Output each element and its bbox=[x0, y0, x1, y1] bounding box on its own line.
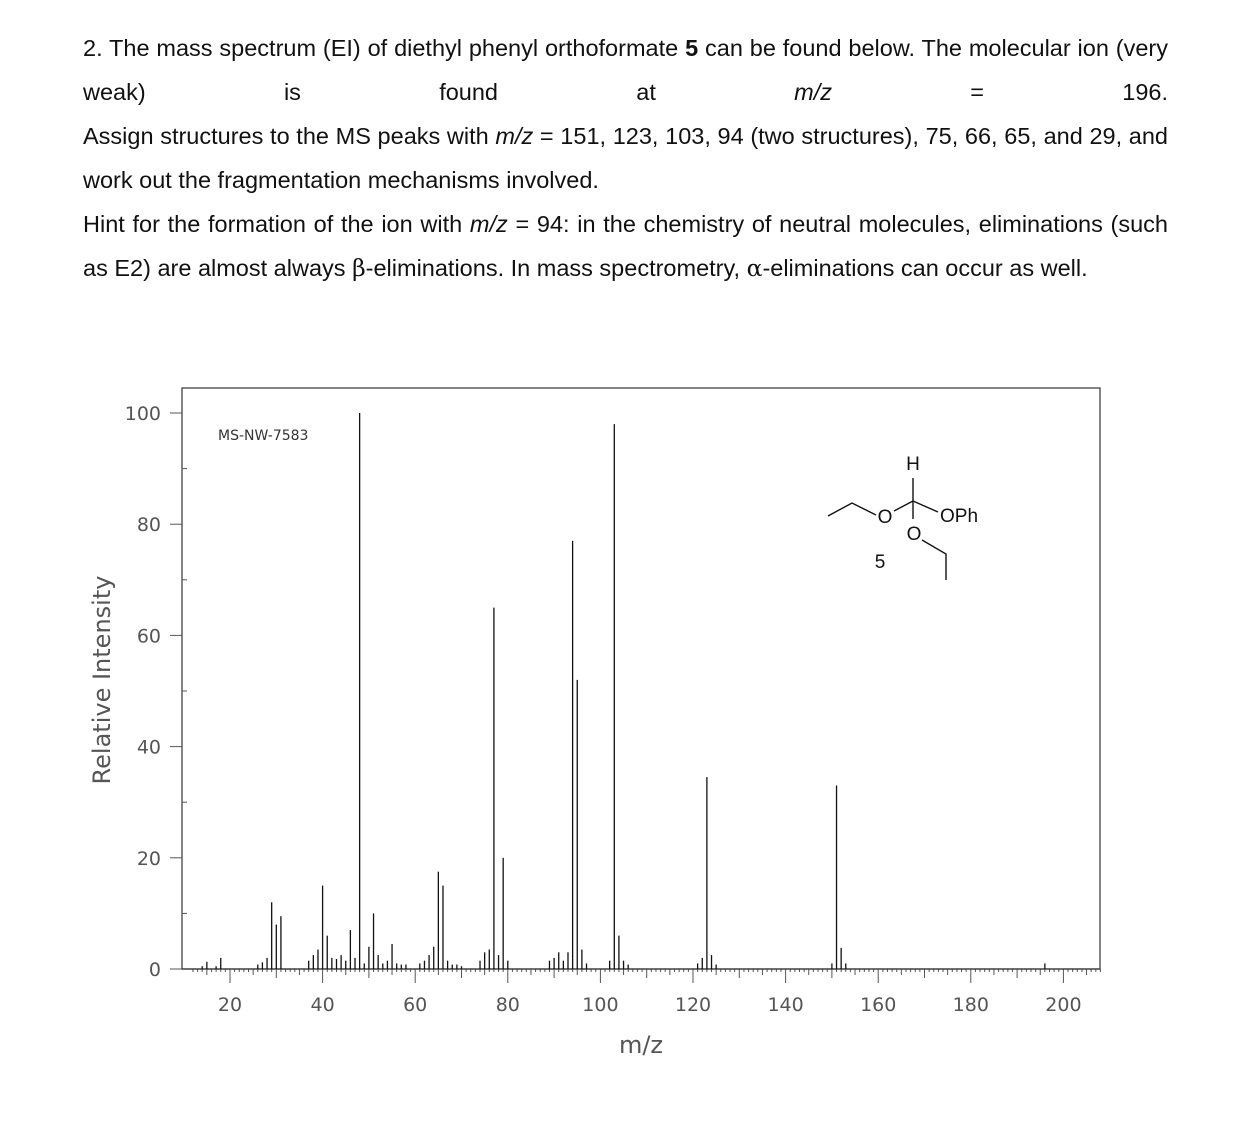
x-tick-label: 120 bbox=[674, 994, 712, 1016]
x-tick-label: 140 bbox=[767, 994, 804, 1016]
alpha-symbol: α bbox=[746, 254, 763, 282]
compound-number: 5 bbox=[685, 35, 699, 61]
chemical-structure-5 bbox=[828, 454, 978, 580]
beta-symbol: β bbox=[352, 254, 366, 282]
x-axis-title: m/z bbox=[618, 1031, 664, 1059]
x-tick-label: 40 bbox=[310, 994, 335, 1016]
question-paragraph-hint: Hint for the formation of the ion with m/z = 94: in the chemistry of neutral molecules, eliminations (such as E2) are almost always β-eliminations. In mass spectrometry, α-eliminations can occur as well. bbox=[83, 211, 1168, 282]
compound-label: 5 bbox=[874, 552, 886, 573]
x-tick-label: 20 bbox=[217, 994, 243, 1016]
y-tick-label: 20 bbox=[136, 847, 161, 870]
x-tick-label: 60 bbox=[403, 994, 428, 1016]
atom-o1: O bbox=[877, 507, 893, 528]
x-tick-label: 200 bbox=[1045, 994, 1082, 1016]
atom-o2: O bbox=[906, 524, 922, 545]
group-oph: OPh bbox=[940, 506, 979, 527]
question-paragraph-intro: 2. The mass spectrum (EI) of diethyl phenyl orthoformate 5 can be found below. The molecular ion (very weak) is found at m/z = 196. bbox=[83, 35, 1169, 105]
chart-layer bbox=[125, 388, 1101, 1016]
ethyl-bond-right bbox=[922, 540, 946, 580]
y-tick-label: 0 bbox=[148, 959, 161, 981]
y-axis-title: Relative Intensity bbox=[88, 575, 116, 785]
y-tick-label: 100 bbox=[124, 403, 161, 425]
plot-frame bbox=[182, 388, 1100, 969]
ethyl-bond-left bbox=[828, 503, 876, 516]
x-tick-label: 100 bbox=[582, 994, 619, 1016]
x-tick-label: 180 bbox=[952, 994, 989, 1016]
y-tick-label: 40 bbox=[136, 736, 161, 759]
y-tick-label: 60 bbox=[136, 625, 161, 648]
atom-h: H bbox=[906, 454, 920, 475]
bond-o1-c bbox=[894, 501, 913, 511]
bond-c-oph bbox=[913, 501, 938, 512]
x-tick-label: 160 bbox=[860, 994, 897, 1016]
x-tick-label: 80 bbox=[495, 994, 520, 1016]
sample-id-label: MS-NW-7583 bbox=[218, 428, 309, 444]
question-paragraph-assign: Assign structures to the MS peaks with m/z = 151, 123, 103, 94 (two structures), 75, 66, 65, and 29, and work out the fragmentation mechanisms involved. bbox=[83, 123, 1168, 193]
question-number: 2. bbox=[83, 35, 103, 61]
y-tick-label: 80 bbox=[136, 514, 161, 537]
